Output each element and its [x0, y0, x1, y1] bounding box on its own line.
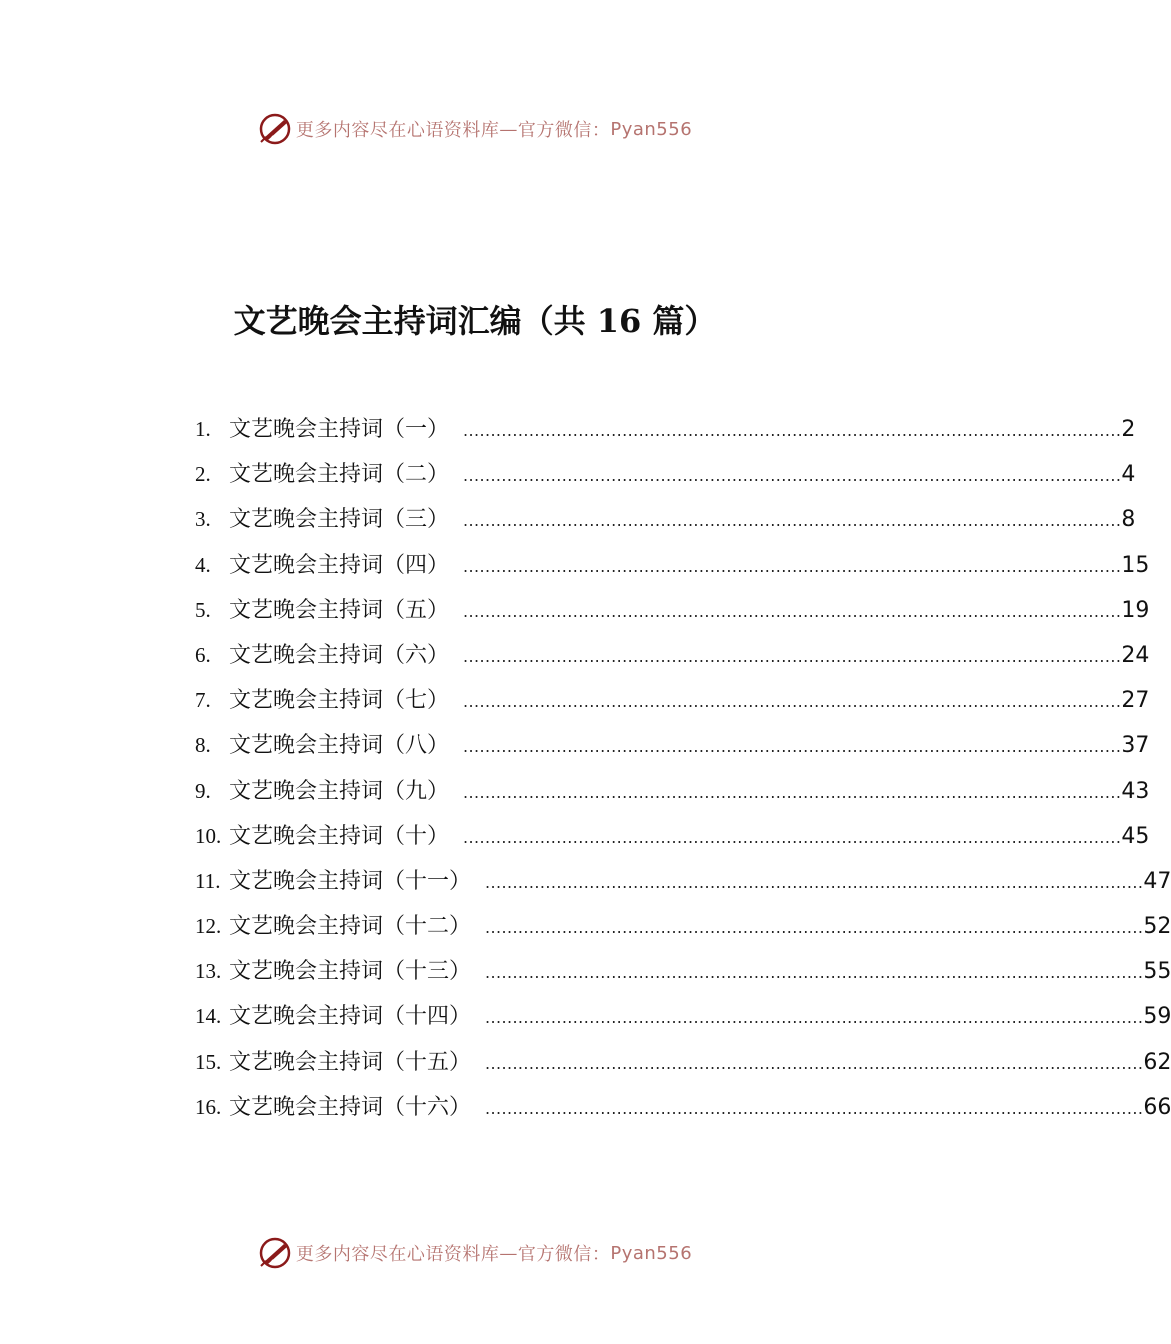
toc-entry-title: 文艺晚会主持词（七）	[229, 688, 450, 714]
toc-dot-leader: ........................................................................................................................	[463, 782, 1122, 802]
toc-dot-leader: ........................................................................................................................	[463, 421, 1122, 440]
toc-entry-number: 11.	[195, 868, 221, 893]
watermark-wechat-id: Pyan556	[610, 118, 693, 140]
toc-entry-title: 文艺晚会主持词（五）	[229, 597, 450, 623]
pen-logo-icon	[258, 112, 292, 146]
toc-entry-title: 文艺晚会主持词（一）	[229, 417, 450, 442]
toc-entry-page: 52	[1143, 914, 1171, 940]
toc-entry-title: 文艺晚会主持词（六）	[229, 642, 450, 668]
toc-entry-page: 59	[1143, 1004, 1171, 1030]
toc-entry-number: 4.	[195, 552, 211, 577]
watermark-dash: —	[499, 1242, 518, 1264]
toc-entry[interactable]	[195, 909, 1171, 954]
toc-entry-title: 文艺晚会主持词（八）	[229, 733, 450, 759]
toc-entry-page: 62	[1143, 1049, 1171, 1075]
watermark-text: 更多内容尽在心语资料库	[295, 1244, 500, 1265]
toc-entry[interactable]	[195, 999, 1171, 1044]
toc-entry[interactable]	[195, 728, 1150, 773]
toc-entry-number: 3.	[195, 507, 211, 532]
toc-entry-page: 24	[1121, 642, 1150, 668]
toc-dot-leader: ........................................................................................................................	[485, 1008, 1144, 1028]
toc-entry-page: 47	[1143, 868, 1171, 894]
toc-entry-title: 文艺晚会主持词（十三）	[229, 959, 472, 985]
toc-entry-title: 文艺晚会主持词（二）	[229, 462, 450, 488]
toc-entry-page: 66	[1143, 1094, 1171, 1120]
toc-entry[interactable]	[195, 593, 1150, 638]
toc-entry-title: 文艺晚会主持词（十二）	[229, 914, 472, 940]
toc-entry-number: 16.	[195, 1094, 222, 1119]
toc-dot-leader: ........................................................................................................................	[485, 1098, 1144, 1118]
toc-dot-leader: ........................................................................................................................	[463, 827, 1122, 847]
toc-entry-page: 2	[1121, 417, 1136, 442]
toc-entry-number: 2.	[195, 462, 211, 487]
toc-entry-number: 10.	[195, 823, 222, 848]
toc-entry[interactable]	[195, 954, 1171, 999]
toc-dot-leader: ........................................................................................................................	[485, 872, 1144, 892]
toc-entry[interactable]	[195, 819, 1150, 864]
pen-logo-icon	[258, 1236, 292, 1270]
toc-dot-leader: ........................................................................................................................	[485, 1053, 1144, 1073]
toc-entry-number: 1.	[195, 417, 211, 441]
toc-entry-number: 9.	[195, 778, 211, 803]
toc-entry-page: 27	[1121, 688, 1150, 714]
toc-dot-leader: ........................................................................................................................	[463, 737, 1122, 757]
toc-entry-page: 37	[1121, 733, 1150, 759]
toc-entry-page: 43	[1121, 778, 1150, 804]
toc-dot-leader: ........................................................................................................................	[463, 511, 1122, 531]
header-watermark	[0, 112, 950, 146]
watermark-text: 更多内容尽在心语资料库	[295, 120, 500, 141]
toc-entry-title: 文艺晚会主持词（十六）	[229, 1094, 472, 1120]
toc-entry[interactable]	[195, 1090, 1171, 1135]
toc-entry-title: 文艺晚会主持词（三）	[229, 507, 450, 533]
watermark-wechat-id: Pyan556	[610, 1242, 693, 1264]
document-title: 文艺晚会主持词汇编（共 16 篇）	[233, 302, 717, 340]
watermark-wechat-label: 官方微信：	[517, 1244, 611, 1265]
toc-dot-leader: ........................................................................................................................	[485, 918, 1144, 938]
toc-entry-number: 14.	[195, 1004, 222, 1029]
toc-entry-number: 12.	[195, 914, 222, 939]
toc-entry-number: 6.	[195, 642, 211, 667]
toc-dot-leader: ........................................................................................................................	[463, 601, 1122, 621]
toc-dot-leader: ........................................................................................................................	[485, 963, 1144, 983]
toc-entry[interactable]	[195, 457, 1136, 502]
toc-entry-page: 8	[1121, 507, 1136, 533]
toc-entry-title: 文艺晚会主持词（九）	[229, 778, 450, 804]
toc-entry-page: 15	[1121, 552, 1150, 578]
toc-entry[interactable]	[195, 638, 1150, 683]
toc-dot-leader: ........................................................................................................................	[463, 692, 1122, 712]
toc-entry-number: 8.	[195, 733, 211, 758]
toc-entry-page: 19	[1121, 597, 1150, 623]
toc-entry-page: 4	[1121, 462, 1136, 488]
toc-entry-number: 13.	[195, 959, 222, 984]
toc-dot-leader: ........................................................................................................................	[463, 646, 1122, 666]
toc-entry-page: 45	[1121, 823, 1150, 849]
toc-entry-page: 55	[1143, 959, 1171, 985]
toc-entry[interactable]	[195, 412, 1136, 457]
toc-entry[interactable]	[195, 548, 1150, 593]
toc-entry-title: 文艺晚会主持词（四）	[229, 552, 450, 578]
watermark-dash: —	[499, 118, 518, 140]
toc-dot-leader: ........................................................................................................................	[463, 556, 1122, 576]
toc-entry[interactable]	[195, 864, 1171, 909]
table-of-contents	[195, 412, 1171, 1135]
toc-entry[interactable]	[195, 774, 1150, 819]
watermark-wechat-label: 官方微信：	[517, 120, 611, 141]
footer-watermark	[0, 1236, 950, 1270]
toc-entry[interactable]	[195, 1045, 1171, 1090]
toc-entry[interactable]	[195, 683, 1150, 728]
toc-entry-number: 15.	[195, 1049, 222, 1074]
toc-entry-title: 文艺晚会主持词（十五）	[229, 1049, 472, 1075]
toc-entry-title: 文艺晚会主持词（十一）	[229, 868, 472, 894]
toc-entry[interactable]	[195, 502, 1136, 547]
toc-entry-title: 文艺晚会主持词（十）	[229, 823, 450, 849]
toc-entry-number: 7.	[195, 688, 211, 713]
toc-entry-number: 5.	[195, 597, 211, 622]
toc-dot-leader: ........................................................................................................................	[463, 466, 1122, 486]
toc-entry-title: 文艺晚会主持词（十四）	[229, 1004, 472, 1030]
